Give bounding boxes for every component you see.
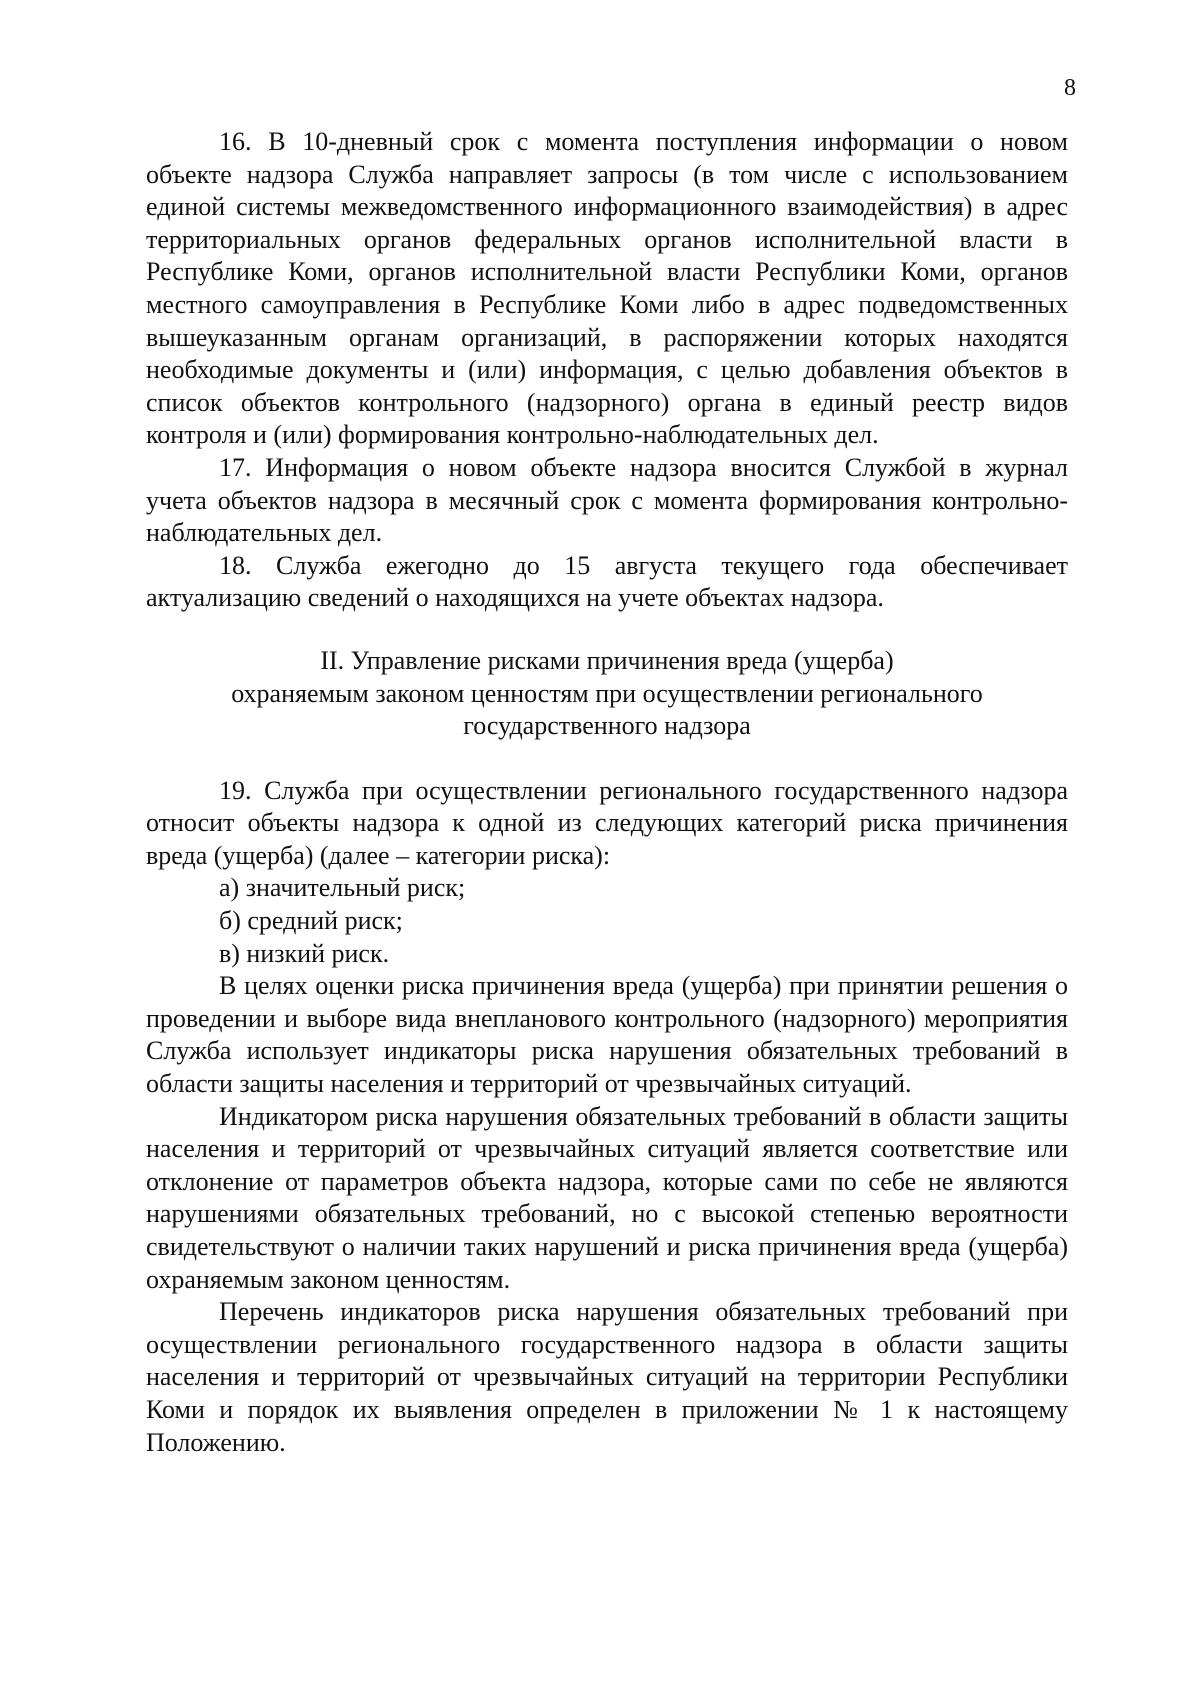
paragraph-risk-indicator: Индикатором риска нарушения обязательных требований в области защиты населения и территорий от чрезвычайных ситуаций является соответствие или отклонение от параметров объекта надзора, которые сами по себе не являются нарушениями обязательных требований, но с высокой степенью вероятности свидетельствуют о наличии таких нарушений и риска причинения вреда (ущерба) охраняемым законом ценностям. <box>146 1101 1068 1294</box>
section-heading-line-3: государственного надзора <box>463 711 751 741</box>
page-number: 8 <box>1064 75 1076 101</box>
paragraph-18: 18. Служба ежегодно до 15 августа текущего года обеспечивает актуализацию сведений о находящихся на учете объектах надзора. <box>146 550 1068 613</box>
paragraph-17: 17. Информация о новом объекте надзора вносится Службой в журнал учета объектов надзора в месячный срок с момента формирования контрольно-наблюдательных дел. <box>146 452 1068 548</box>
paragraph-16: 16. В 10-дневный срок с момента поступления информации о новом объекте надзора Служба направляет запросы (в том числе с использованием единой системы межведомственного информационного взаимодействия) в адрес территориальных органов федеральных органов исполнительной власти в Республике Коми, органов исполнительной власти Республики Коми, органов местного самоуправления в Республике Коми либо в адрес подведомственных вышеуказанным органам организаций, в распоряжении которых находятся необходимые документы и (или) информация, с целью добавления объектов в список объектов контрольного (надзорного) органа в единый реестр видов контроля и (или) формирования контрольно-наблюдательных дел. <box>146 127 1068 450</box>
risk-item-low: в) низкий риск. <box>219 938 390 968</box>
section-heading-line-2: охраняемым законом ценностям при осуществлении регионального <box>231 678 983 708</box>
section-heading-line-1: II. Управление рисками причинения вреда (ущерба) <box>320 645 894 675</box>
section-heading <box>146 645 1068 743</box>
risk-item-medium: б) средний риск; <box>219 906 403 936</box>
risk-item-significant: а) значительный риск; <box>219 873 466 903</box>
paragraph-indicator-list: Перечень индикаторов риска нарушения обязательных требований при осуществлении регионального государственного надзора в области защиты населения и территорий от чрезвычайных ситуаций на территории Республики Коми и порядок их выявления определен в приложении № 1 к настоящему Положению. <box>146 1297 1068 1457</box>
document-body <box>146 126 1068 1459</box>
paragraph-risk-assessment: В целях оценки риска причинения вреда (ущерба) при принятии решения о проведении и выборе вида внепланового контрольного (надзорного) мероприятия Служба использует индикаторы риска нарушения обязательных требований в области защиты населения и территорий от чрезвычайных ситуаций. <box>146 971 1068 1099</box>
paragraph-19: 19. Служба при осуществлении регионального государственного надзора относит объекты надзора к одной из следующих категорий риска причинения вреда (ущерба) (далее – категории риска): <box>146 775 1068 870</box>
